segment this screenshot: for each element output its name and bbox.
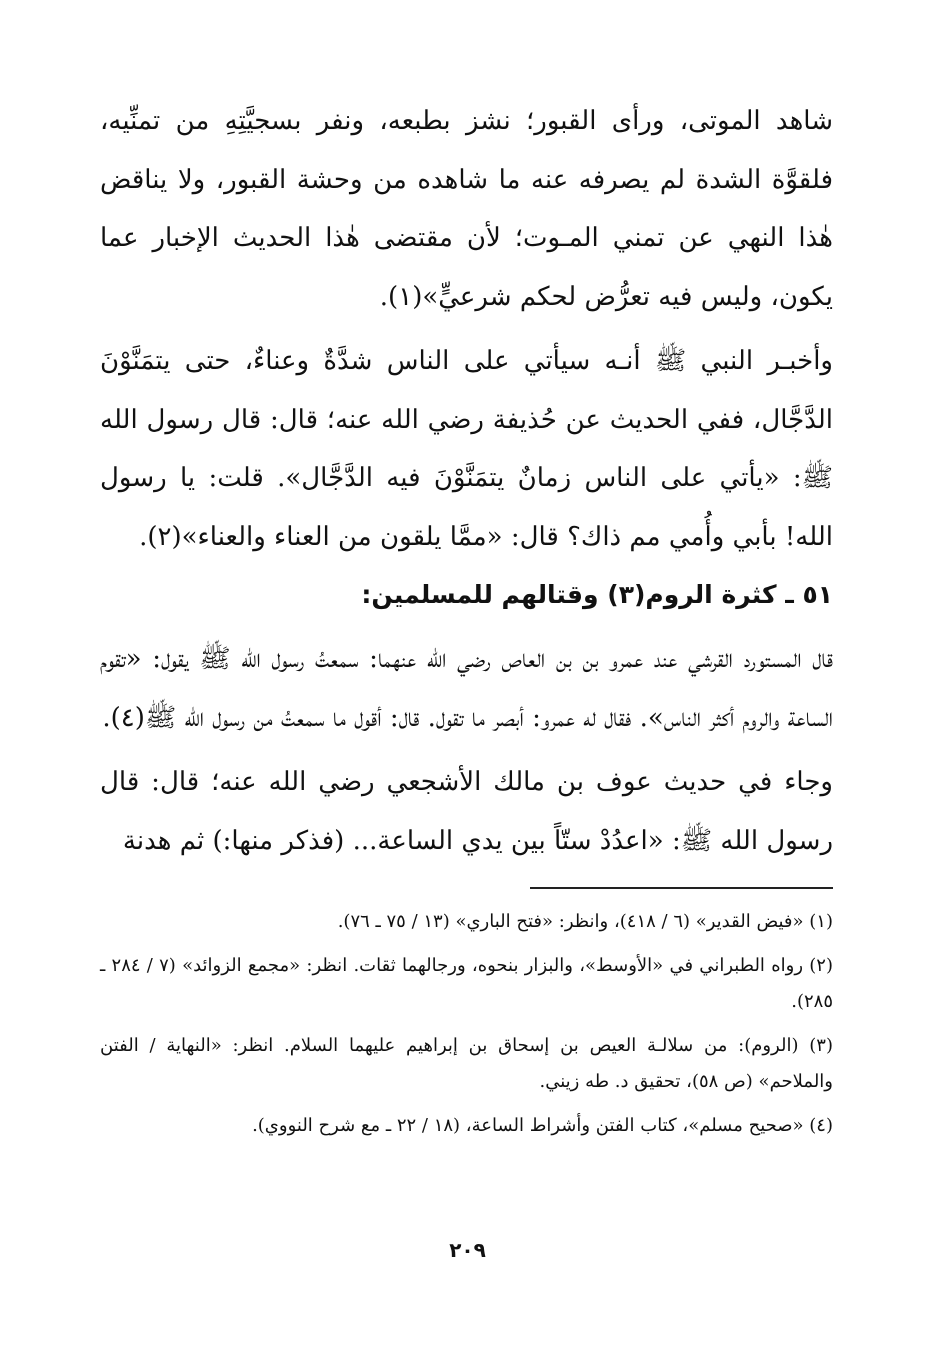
footnote-3: (٣) (الروم): من سلالـة العيص بن إسحاق بن إبراهيم عليهما السلام. انظر: «النهاية / الفتن والملاحم» (ص ٥٨)، تحقيق د. طه زيني.: [100, 1035, 833, 1092]
footnote-2: (٢) رواه الطبراني في «الأوسط»، والبزار بنحوه، ورجالهما ثقات. انظر: «مجمع الزوائد» (٧ / ٢٨٤ ـ ٢٨٥).: [100, 955, 833, 1012]
paragraph-4: وجاء في حديث عوف بن مالك الأشجعي رضي الله عنه؛ قال: قال رسول الله ﷺ: «اعدُدْ ستّاً بين يدي الساعة... (فذكر منها:) ثم هدنة: [100, 767, 833, 856]
paragraph-1: شاهد الموتى، ورأى القبور؛ نشز بطبعه، ونفر بسجيَّتِهِ من تمنِّيه، فلقوَّة الشدة لم يصرفه عنه ما شاهده من وحشة القبور، ولا يناقض هٰذا النهي عن تمني المـوت؛ لأن مقتضى هٰذا الحديث الإخبار عما يكون، وليس فيه تعرُّض لحكم شرعيٍّ»(١).: [100, 106, 833, 312]
page-number: ٢٠٩: [449, 1238, 486, 1262]
paragraph-2: وأخبـر النبي ﷺ أنـه سيأتي على الناس شدَّةٌ وعناءٌ، حتى يتمَنَّوْنَ الدَّجَّال، ففي الحديث عن حُذيفة رضي الله عنه؛ قال: قال رسول الله ﷺ: «يأتي على الناس زمانٌ يتمَنَّوْنَ فيه الدَّجَّال». قلت: يا رسول الله! بأبي وأُمي مم ذاك؟ قال: «ممَّا يلقون من العناء والعناء»(٢).: [100, 346, 833, 552]
section-heading: ٥١ ـ كثرة الروم(٣) وقتالهم للمسلمين:: [361, 580, 833, 609]
main-text: [100, 92, 833, 870]
paragraph-3: قال المستورد القرشي عند عمرو بن بن العاص رضي الله عنهما: سمعتُ رسول الله ﷺ يقول: «تقوم الساعة والروم أكثر الناس». فقال له عمرو: أبصر ما تقول. قال: أقول ما سمعتُ من رسول الله ﷺ(٤).: [100, 644, 833, 733]
footnote-separator: [530, 887, 833, 889]
footnote-4: (٤) «صحيح مسلم»، كتاب الفتن وأشراط الساعة، (١٨ / ٢٢ ـ مع شرح النووي).: [252, 1115, 833, 1136]
footnotes: [100, 904, 833, 1152]
footnote-1: (١) «فيض القدير» (٦ / ٤١٨)، وانظر: «فتح الباري» (١٣ / ٧٥ ـ ٧٦).: [337, 911, 833, 932]
